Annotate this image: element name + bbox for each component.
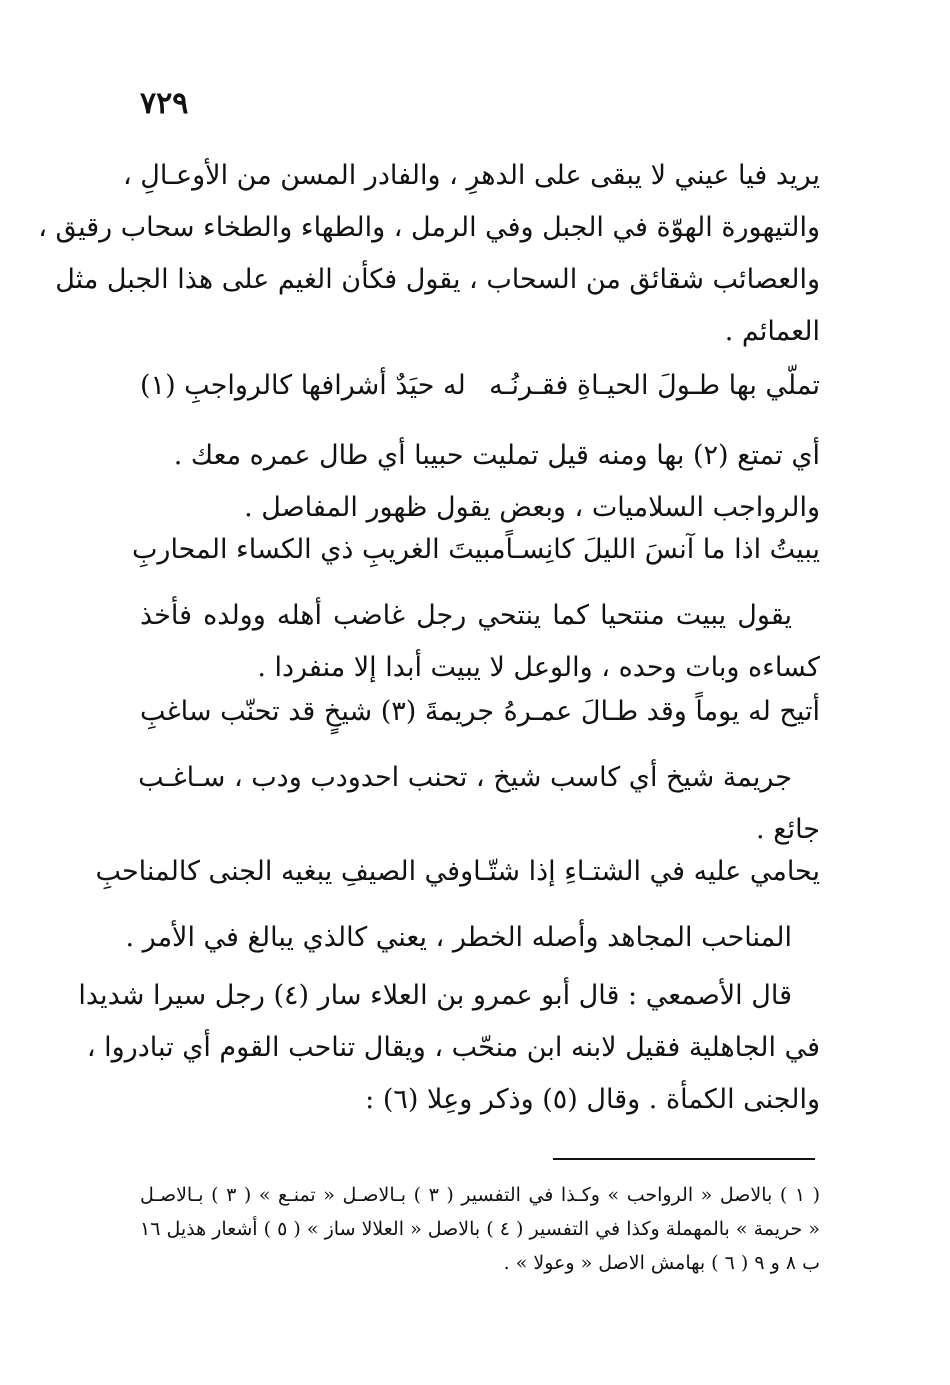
- verse-hemistich-first: يحامي عليه في الشتـاءِ إذا شتّـا: [473, 856, 820, 887]
- verse-4: [95, 852, 820, 892]
- verse-2: [132, 530, 820, 570]
- verse-1: [140, 366, 820, 406]
- page-number: ٧٢٩: [140, 86, 189, 121]
- footnote-line: ب ٨ و ٩ ( ٦ ) بهامش الاصل « وعولا » .: [503, 1252, 820, 1274]
- text-line: يقول يبيت منتحيا كما ينتحي رجل غاضب أهله وولده فأخذ: [140, 600, 792, 631]
- verse-hemistich-second: وفي الصيفِ يبغيه الجنى كالمناحبِ: [95, 856, 474, 887]
- text-line: كساءه وبات وحده ، والوعل لا يبيت أبدا إلا منفردا .: [257, 652, 820, 683]
- text-line: والجنى الكمأة . وقال (٥) وذكر وعِلا (٦) :: [365, 1084, 820, 1115]
- verse-hemistich-first: أتيح له يوماً وقد طـالَ عمـرهُ: [503, 696, 820, 727]
- text-line: قال الأصمعي : قال أبو عمرو بن العلاء سار (٤) رجل سيرا شديدا: [78, 980, 792, 1011]
- verse-hemistich-first: يبيتُ اذا ما آنسَ الليلَ كانِسـاً: [505, 534, 820, 565]
- text-line: المناحب المجاهد وأصله الخطر ، يعني كالذي يبالغ في الأمر .: [125, 922, 792, 953]
- text-line: العمائم .: [724, 316, 820, 347]
- verse-hemistich-second: له حيَدٌ أشرافها كالرواجبِ (١): [140, 370, 466, 401]
- text-line: والتيهورة الهوّة في الجبل وفي الرمل ، والطهاء والطخاء سحاب رقيق ،: [38, 212, 820, 243]
- paragraph-3: [140, 590, 820, 694]
- footnote-line: ( ١ ) بالاصل « الرواحب » وكـذا في التفسير ( ٣ ) بـالاصـل « تمنـع » ( ٣ ) بـالاصـل: [140, 1184, 821, 1206]
- verse-hemistich-first: تملّي بها طـولَ الحيـاةِ فقـرنُـه: [489, 370, 820, 401]
- text-line: جريمة شيخ أي كاسب شيخ ، تحنب احدودب ودب ، سـاغـب: [138, 762, 792, 793]
- verse-3: [140, 692, 820, 732]
- verse-hemistich-second: جريمةَ (٣) شيخٍ قد تحنّب ساغبِ: [140, 696, 495, 727]
- paragraph-4: [140, 752, 820, 856]
- verse-hemistich-second: مبيتَ الغريبِ ذي الكساء المحاربِ: [132, 534, 506, 565]
- text-line: جائع .: [756, 814, 820, 845]
- text-line: يريد فيا عيني لا يبقى على الدهرِ ، والفادر المسن من الأوعـالِ ،: [122, 160, 820, 191]
- text-line: في الجاهلية فقيل لابنه ابن منحّب ، ويقال تناحب القوم أي تبادروا ،: [86, 1032, 820, 1063]
- footnote-line: « حريمة » بالمهملة وكذا في التفسير ( ٤ ) بالاصل « العلالا ساز » ( ٥ ) أشعار هذيل ١٦: [140, 1218, 820, 1240]
- footnote-separator: [553, 1158, 815, 1160]
- text-line: أي تمتع (٢) بها ومنه قيل تمليت حبيبا أي طال عمره معك .: [173, 440, 820, 471]
- paragraph-6: [78, 970, 820, 1126]
- text-line: والعصائب شقائق من السحاب ، يقول فكأن الغيم على هذا الجبل مثل: [55, 264, 820, 295]
- paragraph-5: [125, 912, 820, 964]
- paragraph-1: [38, 150, 820, 358]
- footnotes: [140, 1178, 820, 1280]
- text-line: والرواجب السلاميات ، وبعض يقول ظهور المفاصل .: [244, 492, 820, 523]
- paragraph-2: [140, 430, 820, 534]
